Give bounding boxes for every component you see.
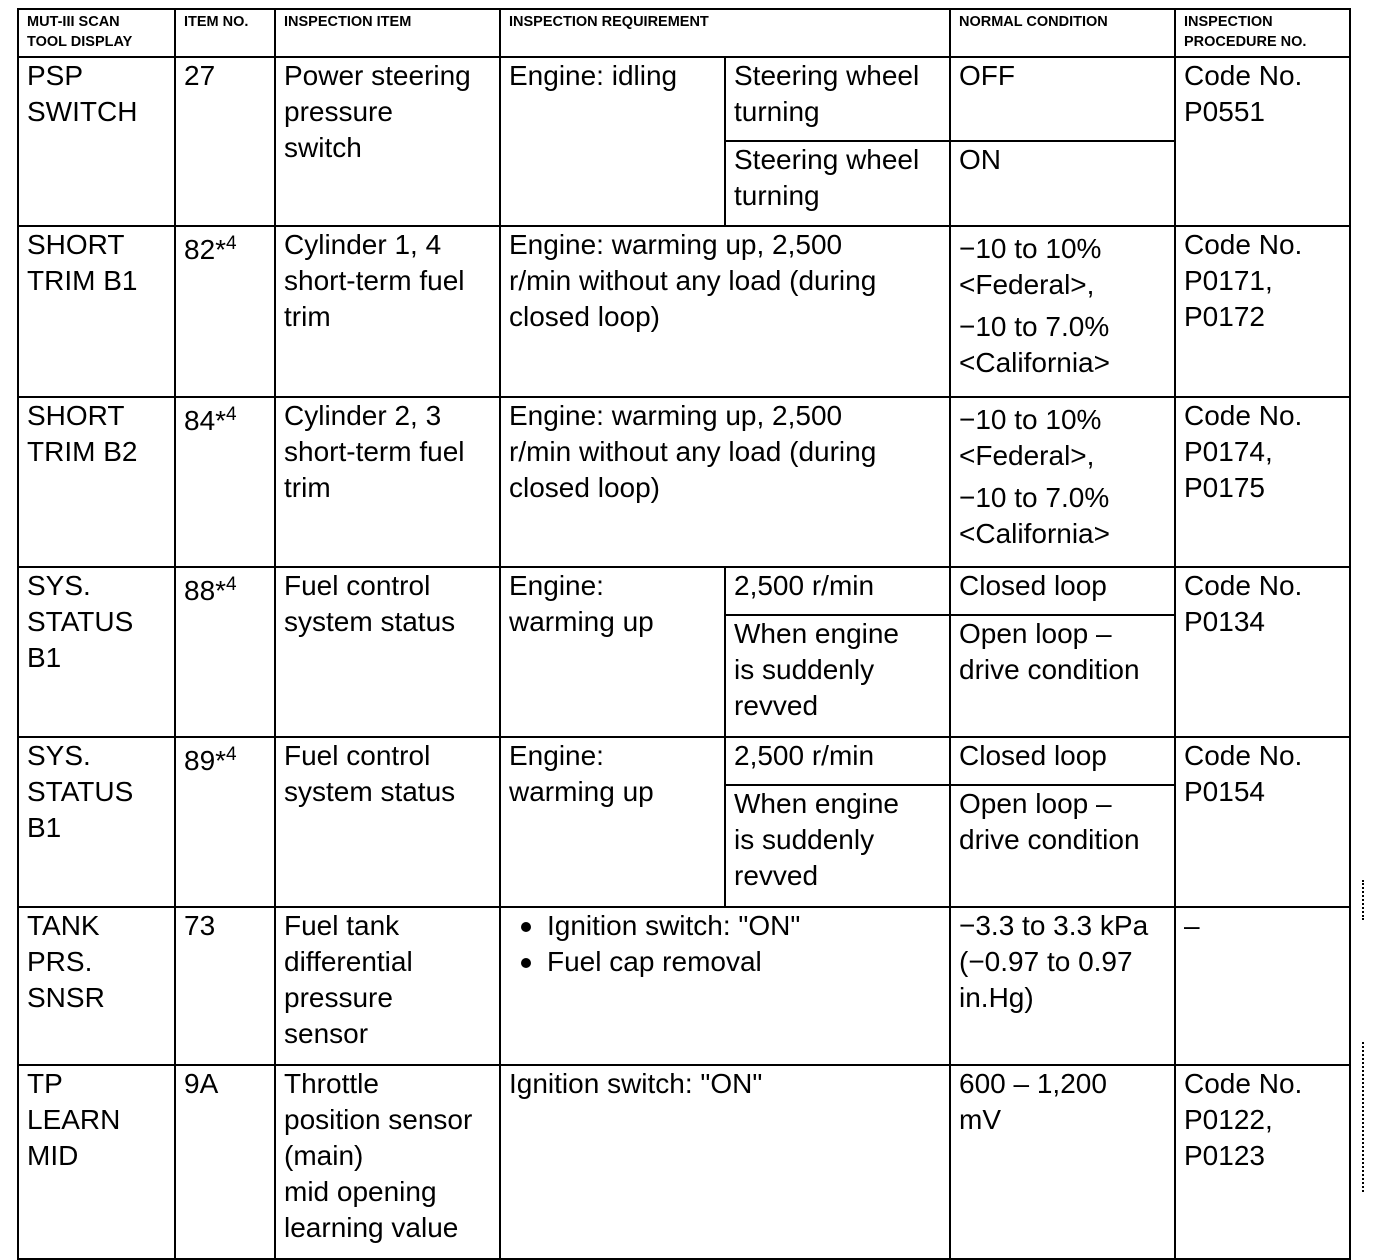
inspection-item-cell-line: system status (284, 776, 456, 807)
scan-tool-display-cell-line: B1 (27, 642, 62, 673)
inspection-item-cell-line: position sensor (284, 1104, 473, 1135)
requirement-cell (500, 1065, 950, 1259)
procedure-cell-line: Code No. (1184, 570, 1303, 601)
sub-condition-cell (725, 737, 950, 785)
inspection-item-cell-line: trim (284, 301, 331, 332)
requirement-cell (500, 397, 950, 567)
procedure-cell-line: P0134 (1184, 606, 1265, 637)
item-no-cell (175, 567, 275, 737)
item-no: 88* (184, 575, 227, 606)
requirement-cell-line: closed loop) (509, 472, 660, 503)
normal-condition-cell (950, 57, 1175, 141)
sub-condition-cell-line: is suddenly (734, 654, 875, 685)
normal-condition-cell-line: Open loop – (959, 788, 1112, 819)
inspection-item-cell-line: differential (284, 946, 413, 977)
header-item-no: ITEM NO. (175, 9, 275, 57)
header-procedure-no (1175, 9, 1350, 57)
normal-condition-cell-line: −10 to 7.0% (959, 482, 1110, 513)
inspection-item-cell-line: short-term fuel (284, 265, 465, 296)
table-row (18, 57, 1350, 141)
requirement-bullet: Fuel cap removal (509, 944, 943, 980)
requirement-cell-line: Engine: warming up, 2,500 (509, 400, 843, 431)
scan-tool-display-cell (18, 397, 175, 567)
procedure-cell-line: P0172 (1184, 301, 1265, 332)
procedure-cell-line: Code No. (1184, 229, 1303, 260)
scan-tool-display-cell (18, 737, 175, 907)
normal-condition-cell (950, 397, 1175, 567)
scan-tool-display-cell-line: STATUS (27, 776, 134, 807)
sub-condition-cell-line: When engine (734, 618, 900, 649)
normal-condition-cell (950, 737, 1175, 785)
inspection-item-cell-line: Fuel control (284, 570, 431, 601)
margin-mark (1362, 880, 1367, 920)
sub-condition-cell-line: turning (734, 180, 820, 211)
inspection-item-cell (275, 57, 500, 226)
normal-condition-cell-line: mV (959, 1104, 1001, 1135)
sub-condition-cell-line: 2,500 r/min (734, 740, 875, 771)
inspection-item-cell-line: trim (284, 472, 331, 503)
normal-condition-cell-line: <California> (959, 518, 1110, 549)
scan-tool-display-cell-line: SYS. (27, 740, 91, 771)
item-no: 73 (184, 910, 216, 941)
table-row (18, 1065, 1350, 1259)
normal-condition-cell-line: −10 to 7.0% (959, 311, 1110, 342)
inspection-item-cell (275, 567, 500, 737)
scan-tool-display-cell-line: SHORT (27, 400, 125, 431)
item-no: 89* (184, 745, 227, 776)
procedure-cell-line: P0122, (1184, 1104, 1273, 1135)
normal-condition-cell-line: <Federal>, (959, 440, 1095, 471)
inspection-item-cell (275, 226, 500, 397)
normal-condition-cell-line: Closed loop (959, 570, 1107, 601)
inspection-item-cell (275, 737, 500, 907)
requirement-cell-line: r/min without any load (during (509, 436, 877, 467)
inspection-item-cell-line: Cylinder 1, 4 (284, 229, 442, 260)
procedure-cell-line: P0171, (1184, 265, 1273, 296)
item-no-footnote: 4 (226, 744, 237, 765)
normal-condition-cell (950, 907, 1175, 1065)
requirement-cell-line: Engine: (509, 570, 604, 601)
requirement-cell-line: warming up (509, 606, 654, 637)
sub-condition-cell (725, 141, 950, 226)
normal-condition-cell-line: drive condition (959, 824, 1140, 855)
normal-condition-cell-line: −10 to 10% (959, 404, 1102, 435)
inspection-item-cell-line: learning value (284, 1212, 459, 1243)
inspection-table-sheet (17, 8, 1351, 1260)
normal-condition-cell-line: <California> (959, 347, 1110, 378)
normal-condition-cell (950, 226, 1175, 397)
table-row (18, 226, 1350, 397)
scan-tool-display-cell (18, 1065, 175, 1259)
inspection-item-cell-line: pressure (284, 96, 393, 127)
inspection-item-cell-line: switch (284, 132, 362, 163)
scan-tool-display-cell-line: PRS. (27, 946, 93, 977)
sub-condition-cell-line: turning (734, 96, 820, 127)
item-no: 9A (184, 1068, 219, 1099)
scan-tool-display-cell-line: MID (27, 1140, 79, 1171)
scan-tool-display-cell-line: TRIM B2 (27, 436, 138, 467)
inspection-item-cell-line: (main) (284, 1140, 364, 1171)
item-no: 84* (184, 405, 227, 436)
inspection-item-cell-line: pressure (284, 982, 393, 1013)
inspection-table (17, 8, 1351, 1260)
scan-tool-display-cell-line: SYS. (27, 570, 91, 601)
normal-condition-cell-line: ON (959, 144, 1001, 175)
item-no-cell (175, 226, 275, 397)
requirement-cell-line: Engine: warming up, 2,500 (509, 229, 843, 260)
requirement-cell-line: Ignition switch: "ON" (509, 1068, 763, 1099)
scan-tool-display-cell (18, 57, 175, 226)
header-display-line: TOOL DISPLAY (27, 34, 133, 50)
procedure-cell (1175, 1065, 1350, 1259)
inspection-item-cell (275, 907, 500, 1065)
normal-condition-cell-line: 600 – 1,200 (959, 1068, 1107, 1099)
requirement-cell (500, 907, 950, 1065)
procedure-cell (1175, 737, 1350, 907)
table-row (18, 907, 1350, 1065)
procedure-cell-line: P0154 (1184, 776, 1265, 807)
requirement-cell-line: warming up (509, 776, 654, 807)
sub-condition-cell-line: revved (734, 690, 819, 721)
item-no: 82* (184, 234, 227, 265)
scan-tool-display-cell (18, 567, 175, 737)
scan-tool-display-cell-line: TP (27, 1068, 63, 1099)
sub-condition-cell-line: Steering wheel (734, 60, 920, 91)
sub-condition-cell-line: When engine (734, 788, 900, 819)
scan-tool-display-cell (18, 226, 175, 397)
requirement-cell (500, 737, 725, 907)
sub-condition-cell (725, 785, 950, 907)
header-inspection-item: INSPECTION ITEM (275, 9, 500, 57)
procedure-cell-line: P0123 (1184, 1140, 1265, 1171)
item-no-footnote: 4 (226, 574, 237, 595)
normal-condition-cell-line: Closed loop (959, 740, 1107, 771)
inspection-item-cell (275, 397, 500, 567)
table-row (18, 567, 1350, 615)
header-display-line: MUT-III SCAN (27, 14, 120, 30)
item-no: 27 (184, 60, 216, 91)
requirement-cell-line: r/min without any load (during (509, 265, 877, 296)
requirement-cell (500, 57, 725, 226)
procedure-cell (1175, 907, 1350, 1065)
normal-condition-cell (950, 567, 1175, 615)
sub-condition-cell-line: 2,500 r/min (734, 570, 875, 601)
procedure-cell-line: – (1184, 910, 1200, 941)
header-procedure-line: PROCEDURE NO. (1184, 34, 1307, 50)
inspection-item-cell-line: Throttle (284, 1068, 379, 1099)
sub-condition-cell (725, 57, 950, 141)
procedure-cell (1175, 226, 1350, 397)
normal-condition-cell (950, 1065, 1175, 1259)
item-no-cell (175, 737, 275, 907)
procedure-cell-line: Code No. (1184, 400, 1303, 431)
inspection-item-cell-line: Fuel control (284, 740, 431, 771)
requirement-cell-line: Engine: idling (509, 60, 678, 91)
inspection-item-cell-line: Cylinder 2, 3 (284, 400, 442, 431)
header-inspection-requirement: INSPECTION REQUIREMENT (500, 9, 950, 57)
inspection-item-cell-line: short-term fuel (284, 436, 465, 467)
sub-condition-cell (725, 615, 950, 737)
item-no-cell (175, 1065, 275, 1259)
header-procedure-line: INSPECTION (1184, 14, 1273, 30)
normal-condition-cell-line: OFF (959, 60, 1015, 91)
normal-condition-cell (950, 141, 1175, 226)
inspection-item-cell-line: Power steering (284, 60, 471, 91)
normal-condition-cell-line: in.Hg) (959, 982, 1034, 1013)
requirement-cell-line: Engine: (509, 740, 604, 771)
normal-condition-cell-line: Open loop – (959, 618, 1112, 649)
header-display (18, 9, 175, 57)
normal-condition-cell (950, 615, 1175, 737)
requirement-cell (500, 226, 950, 397)
normal-condition-cell-line: −10 to 10% (959, 233, 1102, 264)
table-row (18, 397, 1350, 567)
header-row (18, 9, 1350, 57)
procedure-cell-line: Code No. (1184, 60, 1303, 91)
scan-tool-display-cell (18, 907, 175, 1065)
inspection-item-cell-line: system status (284, 606, 456, 637)
table-row (18, 737, 1350, 785)
scan-tool-display-cell-line: TRIM B1 (27, 265, 138, 296)
item-no-cell (175, 397, 275, 567)
inspection-item-cell-line: mid opening (284, 1176, 437, 1207)
normal-condition-cell-line: (−0.97 to 0.97 (959, 946, 1133, 977)
sub-condition-cell (725, 567, 950, 615)
requirement-bullet: Ignition switch: "ON" (509, 908, 943, 944)
scan-tool-display-cell-line: TANK (27, 910, 100, 941)
normal-condition-cell-line: <Federal>, (959, 269, 1095, 300)
scan-tool-display-cell-line: SWITCH (27, 96, 138, 127)
scan-tool-display-cell-line: B1 (27, 812, 62, 843)
scan-tool-display-cell-line: SNSR (27, 982, 105, 1013)
requirement-bullet-list (509, 908, 943, 980)
procedure-cell-line: Code No. (1184, 1068, 1303, 1099)
scan-tool-display-cell-line: SHORT (27, 229, 125, 260)
procedure-cell-line: P0551 (1184, 96, 1265, 127)
item-no-cell (175, 907, 275, 1065)
procedure-cell-line: P0174, (1184, 436, 1273, 467)
item-no-cell (175, 57, 275, 226)
requirement-cell (500, 567, 725, 737)
inspection-item-cell-line: Fuel tank (284, 910, 400, 941)
scan-tool-display-cell-line: PSP (27, 60, 84, 91)
normal-condition-cell-line: −3.3 to 3.3 kPa (959, 910, 1149, 941)
normal-condition-cell (950, 785, 1175, 907)
sub-condition-cell-line: Steering wheel (734, 144, 920, 175)
procedure-cell (1175, 57, 1350, 226)
header-normal-condition: NORMAL CONDITION (950, 9, 1175, 57)
scan-tool-display-cell-line: LEARN (27, 1104, 121, 1135)
item-no-footnote: 4 (226, 404, 237, 425)
inspection-item-cell-line: sensor (284, 1018, 369, 1049)
normal-condition-cell-line: drive condition (959, 654, 1140, 685)
procedure-cell-line: P0175 (1184, 472, 1265, 503)
procedure-cell-line: Code No. (1184, 740, 1303, 771)
inspection-item-cell (275, 1065, 500, 1259)
sub-condition-cell-line: is suddenly (734, 824, 875, 855)
procedure-cell (1175, 397, 1350, 567)
table-body (18, 57, 1350, 1259)
scan-tool-display-cell-line: STATUS (27, 606, 134, 637)
item-no-footnote: 4 (226, 233, 237, 254)
sub-condition-cell-line: revved (734, 860, 819, 891)
procedure-cell (1175, 567, 1350, 737)
margin-mark (1362, 1042, 1367, 1192)
requirement-cell-line: closed loop) (509, 301, 660, 332)
